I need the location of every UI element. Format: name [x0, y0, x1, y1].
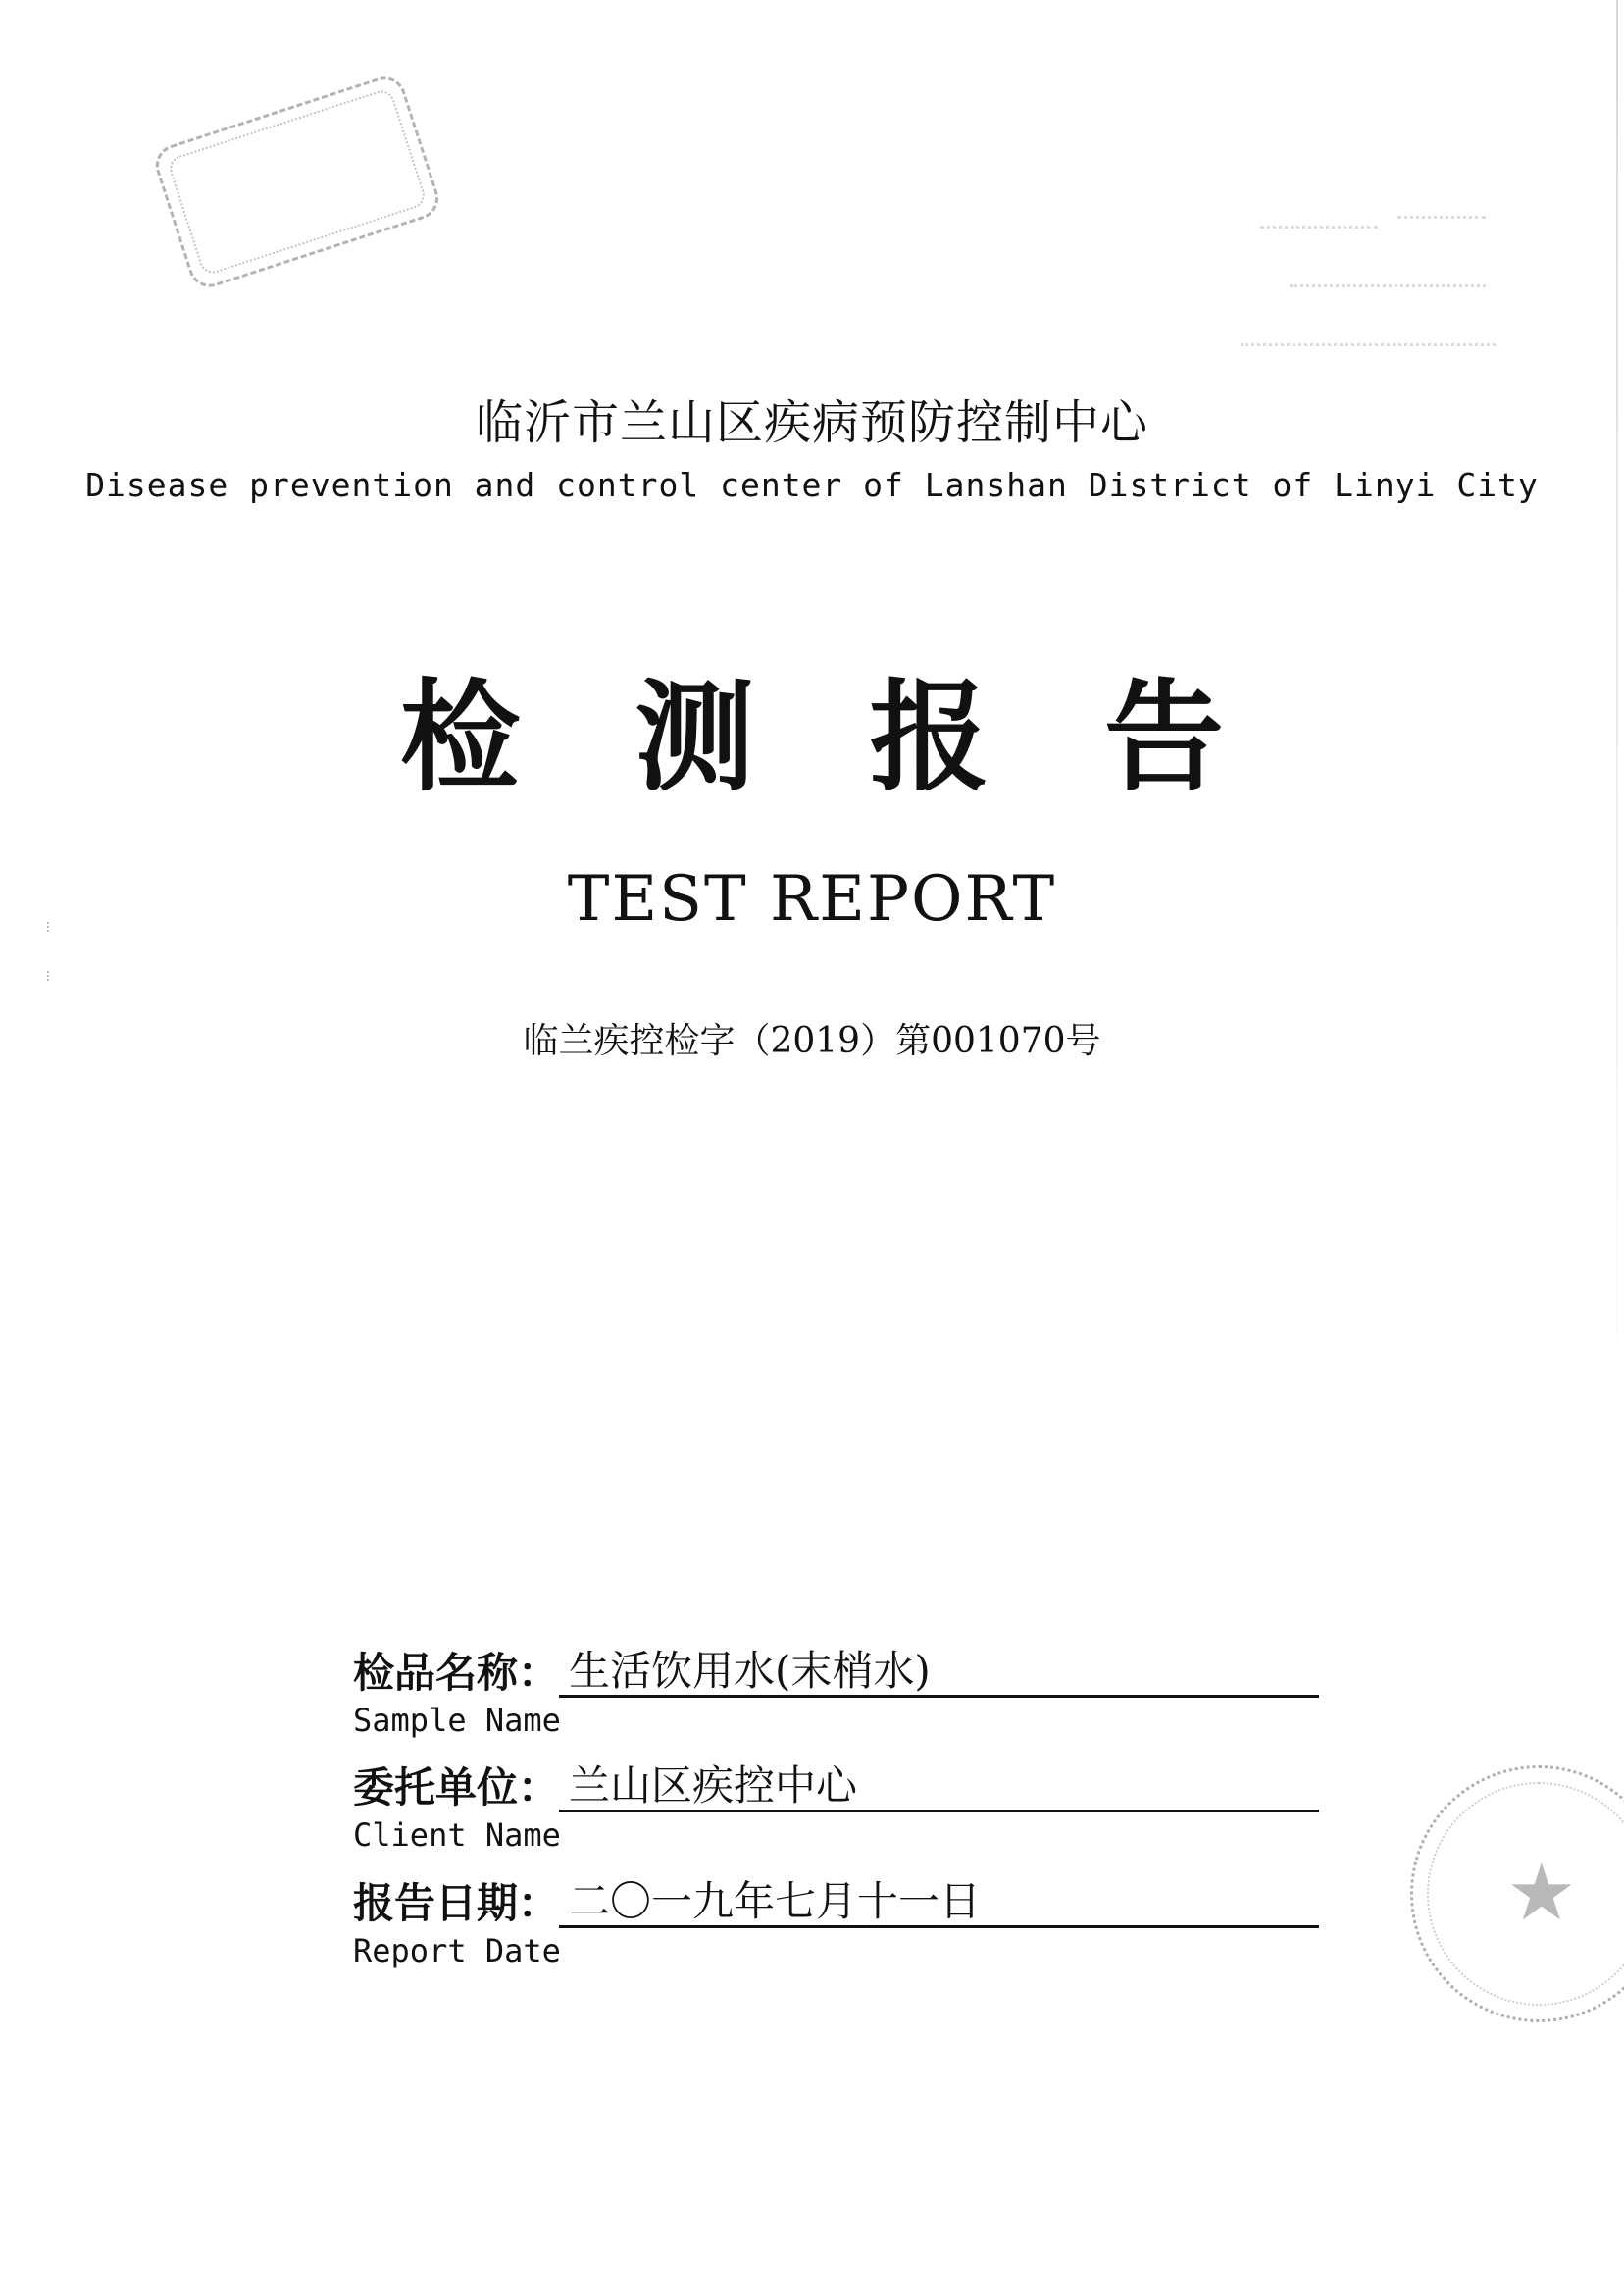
- title-char: 告: [1103, 666, 1224, 807]
- official-seal: [1410, 1765, 1624, 2022]
- report-date-label-cn: 报告日期：: [353, 1878, 560, 1927]
- client-name-field: [353, 1762, 1319, 1854]
- title-char: 测: [634, 666, 755, 807]
- client-name-label-en: Client Name: [353, 1816, 561, 1855]
- organization-name-cn: 临沂市兰山区疾病预防控制中心: [475, 395, 1148, 450]
- title-char: 检: [400, 666, 520, 807]
- organization-name-en: Disease prevention and control center of Lanshan District of Linyi City: [85, 466, 1539, 504]
- report-date-label-en: Report Date: [353, 1932, 561, 1970]
- sample-name-field: [353, 1648, 1319, 1739]
- report-title-en: TEST REPORT: [567, 863, 1057, 936]
- faint-date-stamp: [1231, 186, 1515, 382]
- report-number: 临兰疾控检字（2019）第001070号: [523, 1021, 1101, 1061]
- sample-name-label-cn: 检品名称：: [353, 1648, 560, 1697]
- client-name-value: 兰山区疾控中心: [559, 1762, 1319, 1812]
- sample-name-label-en: Sample Name: [353, 1702, 561, 1740]
- sample-name-value: 生活饮用水(末梢水): [559, 1648, 1319, 1698]
- title-char: 报: [869, 666, 990, 807]
- copy-stamp: [150, 72, 444, 293]
- seal-star-icon: ★: [1506, 1847, 1577, 1938]
- report-date-field: [353, 1878, 1319, 1969]
- report-date-value: 二〇一九年七月十一日: [559, 1878, 1319, 1928]
- report-title-cn: [400, 666, 1224, 807]
- page-edge: [1616, 0, 1618, 1412]
- client-name-label-cn: 委托单位：: [353, 1762, 560, 1811]
